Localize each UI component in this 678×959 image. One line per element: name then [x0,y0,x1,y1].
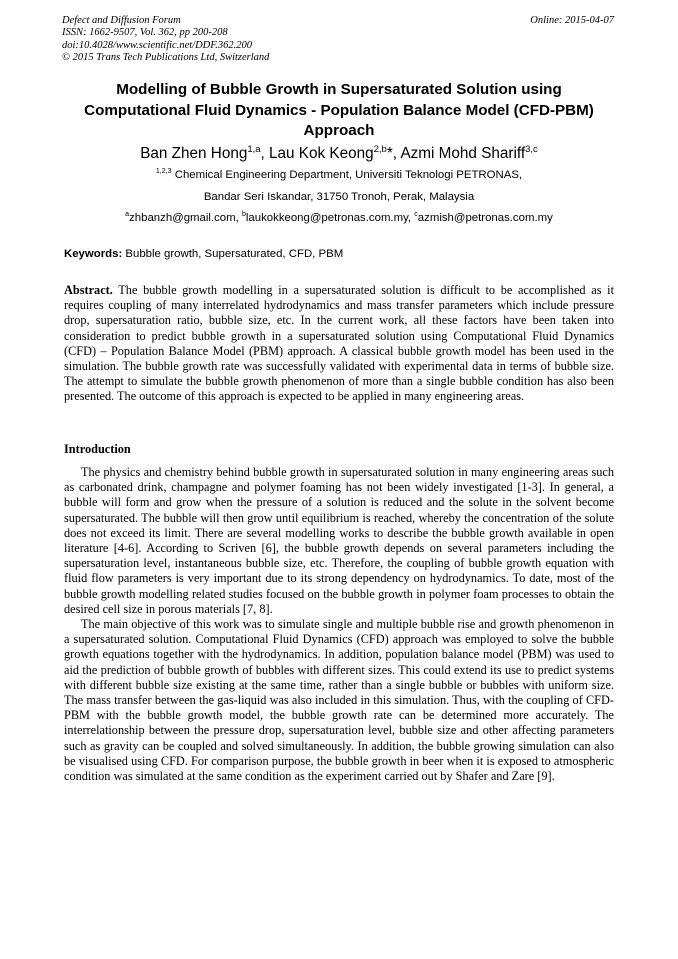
email-a-sup: a [125,211,130,219]
title-line-3: Approach [303,122,375,139]
email-b[interactable]: laukokkeong@petronas.com.my, [245,212,415,224]
abstract-paragraph [64,283,614,405]
abstract-label: Abstract. [64,283,113,297]
author-2: Lau Kok Keong [269,145,374,162]
corresponding-star: *, [386,145,401,162]
author-3-sup: 3,c [525,143,538,155]
affiliation-line-2: Bandar Seri Iskandar, 31750 Tronoh, Perak, Malaysia [203,191,475,203]
abstract [64,283,614,405]
journal-issn: ISSN: 1662-9507, Vol. 362, pp 200-208 [62,27,228,39]
author-1-sup: 1,a [247,143,261,155]
keywords-label: Keywords: [64,248,123,260]
keywords-text: Bubble growth, Supersaturated, CFD, PBM [122,248,344,260]
title-line-2: Computational Fluid Dynamics - Population Balance Model (CFD-PBM) [84,101,594,119]
email-c[interactable]: azmish@petronas.com.my [417,212,553,224]
affiliation-line-1 [40,168,638,182]
email-b-sup: b [241,211,246,219]
abstract-text: The bubble growth modelling in a supersaturated solution is difficult to be accomplished as it requires coupling of many interrelated hydrodynamics and mass transfer parameters which include pressure drop, supersaturation ratio, bubble size, etc. In the current work, all these factors have been taken into consideration to predict bubble growth in a supersaturated solution using Computational Fluid Dynamics (CFD) – Population Balance Model (PBM) approach. A classical bubble growth model has been used in the simulation. The bubble growth rate was successfully validated with experimental data in terms of bubble size. The attempt to simulate the bubble growth phenomenon of more than a single bubble condition has also been presented. The outcome of this approach is expected to be applied in many engineering areas. [64,283,614,404]
email-line [40,211,638,225]
intro-paragraph-2: The main objective of this work was to simulate single and multiple bubble rise and growth phenomenon in a supersaturated solution. Computational Fluid Dynamics (CFD) approach was employed to solve the bubble growth equations together with the hydrodynamics. In addition, population balance model (PBM) was used to aid the prediction of bubble growth of bubbles with different sizes. This could extend its use to predict systems with different bubble size existing at the same time, rather than a single bubble or bubbles with uniform size. The mass transfer between the gas-liquid was also included in this simulation. Thus, with the coupling of CFD-PBM with the bubble growth model, the bubble growth rate can be determined more accurately. The interrelationship between the pressure drop, supersaturation level, bubble size and other affecting parameters such as gravity can be coupled and solved simultaneously. In addition, the bubble growing simulation can also be visualised using CFD. For comparison purpose, the bubble growth in beer when it is exposed to atmospheric condition was simulated at the same condition as the experiment carried out by Shafer and Zare [9]. [64,617,614,784]
journal-header [62,15,269,64]
journal-name: Defect and Diffusion Forum [62,15,181,26]
online-date: Online: 2015-04-07 [530,15,614,26]
paper-title [55,80,623,142]
intro-paragraph-1: The physics and chemistry behind bubble growth in supersaturated solution in many engineering areas such as carbonated drink, champagne and polymer foaming has not been widely investigated [1-3]. In general, a bubble will form and grow when the pressure of a solution is reduced and the solute in the solvent become supersaturated. The bubble will then grow until equilibrium is reached, whereby the concentration of the solute does not exceed its limit. There are several modelling works to describe the bubble growth available in open literature [4-6]. According to Scriven [6], the bubble growth depends on several parameters including the supersaturation level, instantaneous bubble size, etc. Therefore, the coupling of bubble growth equation with fluid flow parameters is very important due to its strong dependency on hydrodynamics. To date, most of the bubble growth modelling related studies focused on the bubble growth in polymer foam processes to obtain the desired cell size in porous materials [7, 8]. [64,465,614,616]
author-separator: , [260,145,270,162]
affiliation-dept: Chemical Engineering Department, Universiti Teknologi PETRONAS, [171,169,523,181]
title-line-1: Modelling of Bubble Growth in Supersaturated Solution using [116,81,562,98]
journal-copyright: © 2015 Trans Tech Publications Ltd, Switzerland [62,51,270,63]
journal-doi[interactable]: doi:10.4028/www.scientific.net/DDF.362.200 [62,39,253,51]
introduction-body [64,465,614,784]
author-1: Ban Zhen Hong [140,145,248,162]
introduction-heading: Introduction [64,442,131,456]
author-list [40,144,638,164]
email-a[interactable]: zhbanzh@gmail.com, [129,212,242,224]
email-c-sup: c [414,211,418,219]
author-3: Azmi Mohd Shariff [400,145,526,162]
keywords [64,247,614,261]
author-2-sup: 2,b [373,143,387,155]
affiliation-sup: 1,2,3 [155,168,172,176]
